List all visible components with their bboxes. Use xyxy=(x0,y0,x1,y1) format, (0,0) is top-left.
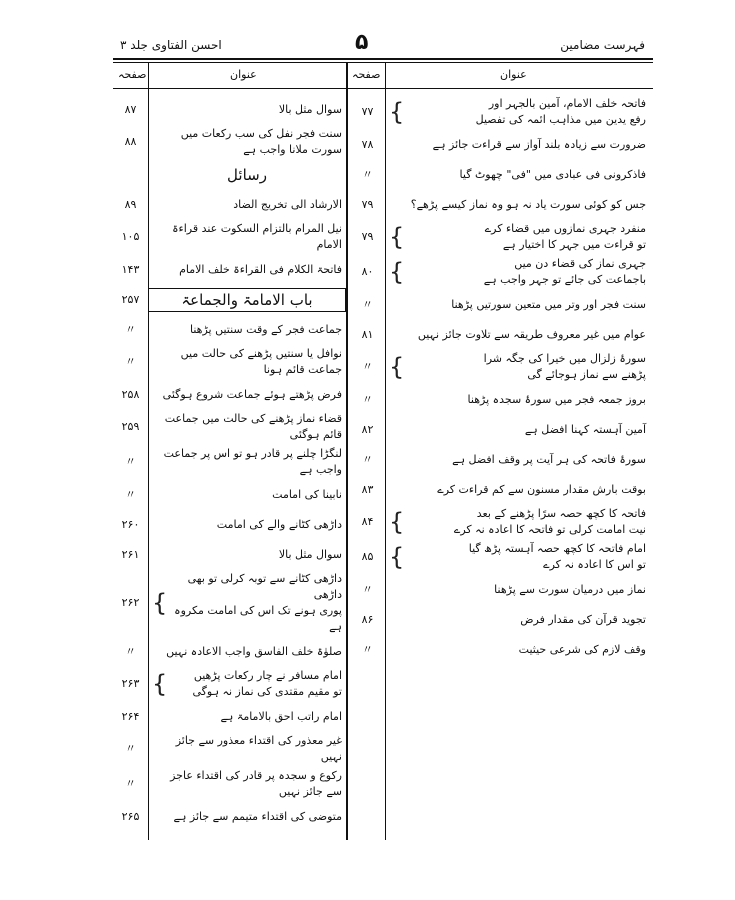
entry-lines xyxy=(389,327,646,343)
entry-line: سنت فجر نفل کی سب رکعات میں سورت ملانا واجب ہے xyxy=(180,127,342,156)
entry-lines xyxy=(404,351,646,383)
page-ref: 〃 xyxy=(362,642,373,656)
entry-line: نابینا کی امامت xyxy=(272,487,342,501)
entry-lines xyxy=(152,411,342,443)
toc-entry xyxy=(113,768,346,800)
toc-entry xyxy=(113,316,346,343)
entry-topic xyxy=(385,351,650,383)
divider-center xyxy=(346,63,348,840)
entry-line: تو قراءت میں جہر کا اختیار ہے xyxy=(502,238,646,251)
entry-topic xyxy=(148,517,346,533)
entry-lines xyxy=(152,221,342,253)
page-ref: 〃 xyxy=(362,297,373,311)
entry-topic xyxy=(148,644,346,660)
entry-line: سورۂ زلزال میں خیرا کی جگہ شرا xyxy=(483,352,646,365)
running-title-left: احسن الفتاوی جلد ۳ xyxy=(120,38,222,52)
entry-lines xyxy=(152,387,342,403)
brace-icon: } xyxy=(389,98,405,126)
entry-line: وقف لازم کی شرعی حیثیت xyxy=(518,642,646,656)
page-ref: 〃 xyxy=(125,777,136,790)
toc-entry xyxy=(350,351,650,383)
toc-entry xyxy=(350,221,650,253)
entry-lines xyxy=(152,644,342,660)
entry-lines xyxy=(389,422,646,438)
toc-entry xyxy=(113,411,346,443)
page-ref: 〃 xyxy=(362,392,373,406)
left-topic-header: عنوان xyxy=(230,68,257,81)
entry-line: باجماعت کی جائے تو جہر واجب ہے xyxy=(483,273,646,286)
entry-line: ضرورت سے زیادہ بلند آواز سے قراءت جائز ہے xyxy=(432,137,646,151)
top-rule xyxy=(113,58,653,60)
entry-lines xyxy=(389,612,646,628)
toc-entry xyxy=(113,668,346,700)
entry-line: بروز جمعہ فجر میں سورۂ سجدہ پڑھنا xyxy=(467,392,646,406)
entry-line: نیت امامت کرلی تو فاتحہ کا اعادہ نہ کرے xyxy=(453,523,646,536)
entry-line: نیل المرام بالتزام السکوت عند قراءۃ الامام xyxy=(172,222,342,251)
entry-topic xyxy=(148,809,346,825)
toc-entry xyxy=(113,481,346,508)
entry-lines xyxy=(404,96,646,128)
left-page-header: صفحہ xyxy=(118,68,147,81)
toc-entry xyxy=(350,386,650,413)
page-ref: 〃 xyxy=(125,355,136,368)
toc-entry xyxy=(350,191,650,218)
entry-topic xyxy=(385,582,650,598)
toc-entry xyxy=(350,321,650,348)
entry-lines xyxy=(389,482,646,498)
entry-topic xyxy=(385,482,650,498)
toc-entry xyxy=(350,161,650,188)
page-ref: ۱۰۵ xyxy=(121,230,140,243)
entry-topic xyxy=(385,452,650,468)
entry-line: منفرد جہری نمازوں میں قضاء کرے xyxy=(484,222,646,235)
entry-line: تو اس کا اعادہ نہ کرے xyxy=(543,558,646,571)
entry-line: نماز میں درمیان سورت سے پڑھنا xyxy=(494,582,646,596)
entry-topic xyxy=(385,137,650,153)
toc-entry xyxy=(113,541,346,568)
entry-line: فاتحۃ الکلام فی القراءۃ خلف الامام xyxy=(179,262,342,276)
page-ref: ۲۵۸ xyxy=(121,387,140,401)
entry-line: عوام میں غیر معروف طریقہ سے تلاوت جائز نہیں xyxy=(417,327,646,341)
header-row-rule xyxy=(113,88,653,89)
toc-entry xyxy=(113,221,346,253)
entry-lines xyxy=(153,289,341,311)
entry-lines xyxy=(389,642,646,658)
entry-topic xyxy=(385,297,650,313)
page-ref: 〃 xyxy=(125,742,136,755)
entry-lines xyxy=(389,137,646,153)
entry-lines xyxy=(152,709,342,725)
toc-entry xyxy=(350,541,650,573)
entry-lines xyxy=(152,446,342,478)
entry-line: لنگڑا چلنے پر قادر ہو تو اس پر جماعت واجب ہے xyxy=(163,447,342,476)
entry-line: الارشاد الی تخریج الضاد xyxy=(233,197,342,211)
entry-topic xyxy=(148,668,346,700)
entry-topic xyxy=(148,346,346,378)
toc-entry xyxy=(113,703,346,730)
section-heading xyxy=(148,288,346,312)
page-ref: ۸۴ xyxy=(361,515,374,528)
entry-line: پڑھنے سے نماز ہوجائے گی xyxy=(527,368,646,381)
right-page-header: صفحہ xyxy=(352,68,381,81)
toc-entry xyxy=(113,126,346,158)
page-ref: ۷۹ xyxy=(361,230,374,243)
entry-topic xyxy=(148,387,346,403)
entry-line: فاذکرونی فی عبادی میں "فی" چھوٹ گیا xyxy=(459,167,646,181)
entry-line: آمین آہستہ کہنا افضل ہے xyxy=(524,422,646,436)
entry-lines xyxy=(167,571,342,635)
toc-entry xyxy=(113,803,346,830)
toc-entry xyxy=(113,638,346,665)
brace-icon: } xyxy=(389,258,405,286)
entry-lines xyxy=(167,668,342,700)
toc-entry xyxy=(350,416,650,443)
toc-entry xyxy=(350,506,650,538)
entry-lines xyxy=(152,547,342,563)
toc-entry xyxy=(113,346,346,378)
entry-line: باب الامامۃ والجماعۃ xyxy=(181,290,313,309)
entry-lines xyxy=(152,197,342,213)
page-ref: ۸۷ xyxy=(124,102,137,116)
entry-lines xyxy=(152,126,342,158)
entry-topic xyxy=(148,197,346,213)
entry-line: فرض پڑھتے ہوئے جماعت شروع ہوگئی xyxy=(162,387,342,401)
entry-line: جماعت فجر کے وقت سنتیں پڑھنا xyxy=(190,322,342,336)
entry-topic xyxy=(148,411,346,443)
entry-line: سوال مثل بالا xyxy=(278,102,342,116)
page-ref: 〃 xyxy=(125,455,136,468)
page-ref: ۲۶۳ xyxy=(121,677,140,690)
page-ref: ۸۵ xyxy=(361,550,374,563)
entry-line: جہری نماز کی قضاء دن میں xyxy=(514,257,646,270)
page-ref: ۲۶۰ xyxy=(121,517,140,531)
toc-entry xyxy=(350,256,650,288)
toc-entry xyxy=(113,571,346,635)
entry-line: سوال مثل بالا xyxy=(278,547,342,561)
page-ref: 〃 xyxy=(362,452,373,466)
entry-lines xyxy=(389,167,646,183)
page-ref: ۷۸ xyxy=(361,137,374,151)
entry-line: نوافل یا سنتیں پڑھنے کی حالت میں جماعت قائم ہونا xyxy=(180,347,342,376)
entry-topic xyxy=(148,547,346,563)
entry-lines xyxy=(389,197,646,213)
entry-topic xyxy=(385,167,650,183)
toc-entry xyxy=(350,291,650,318)
page-number: ۵ xyxy=(355,30,369,55)
entry-lines xyxy=(389,582,646,598)
page-ref: ۲۵۹ xyxy=(121,420,140,433)
brace-icon: } xyxy=(152,670,168,698)
entry-topic xyxy=(148,102,346,118)
entry-topic xyxy=(148,221,346,253)
page-ref: ۲۶۵ xyxy=(121,809,140,823)
entry-line: سورۂ فاتحہ کی ہر آیت پر وقف افضل ہے xyxy=(452,452,646,466)
entry-lines xyxy=(389,392,646,408)
page-ref: ۸۲ xyxy=(361,422,374,436)
page-ref: ۸۹ xyxy=(124,197,137,211)
entry-lines xyxy=(404,256,646,288)
page-ref: ۲۶۲ xyxy=(121,596,140,609)
page-ref: 〃 xyxy=(362,582,373,596)
entry-line: امام راتب احق بالامامۃ ہے xyxy=(220,709,342,723)
entry-line: امام مسافر نے چار رکعات پڑھیں xyxy=(193,669,342,682)
page-ref: 〃 xyxy=(125,322,136,336)
page-ref: 〃 xyxy=(362,360,373,373)
entry-topic xyxy=(385,221,650,253)
entry-lines xyxy=(389,297,646,313)
entry-line: سنت فجر اور وتر میں متعین سورتیں پڑھنا xyxy=(451,297,646,311)
section-heading-row xyxy=(113,286,346,313)
entry-lines xyxy=(404,541,646,573)
page-ref: ۸۰ xyxy=(361,265,374,278)
brace-icon: } xyxy=(389,223,405,251)
entry-lines xyxy=(152,102,342,118)
top-rule-thin xyxy=(113,62,653,63)
entry-topic xyxy=(385,612,650,628)
entry-lines xyxy=(404,506,646,538)
page-ref: ۲۶۴ xyxy=(121,709,140,723)
entry-line: رفع یدین میں مذاہب ائمہ کی تفصیل xyxy=(475,113,646,126)
entry-topic xyxy=(385,392,650,408)
entry-line: رکوع و سجدہ پر قادر کی اقتداء عاجز سے جائز نہیں xyxy=(170,769,342,798)
entry-lines xyxy=(152,809,342,825)
entry-line: متوضی کی اقتداء متیمم سے جائز ہے xyxy=(173,809,342,823)
page-ref: ۸۸ xyxy=(124,135,137,148)
entry-topic xyxy=(385,256,650,288)
toc-entry xyxy=(350,606,650,633)
toc-entry xyxy=(113,381,346,408)
entry-lines xyxy=(152,517,342,533)
toc-entry xyxy=(350,636,650,663)
entry-line: غیر معذور کی اقتداء معذور سے جائز نہیں xyxy=(175,734,342,763)
entry-line: تجوید قرآن کی مقدار فرض xyxy=(520,612,646,626)
section-heading-row xyxy=(113,161,346,188)
entry-line: فاتحہ خلف الامام، آمین بالجہر اور xyxy=(488,97,646,110)
entry-topic xyxy=(385,197,650,213)
entry-topic xyxy=(385,506,650,538)
entry-topic xyxy=(148,487,346,503)
entry-lines xyxy=(152,768,342,800)
entry-lines xyxy=(389,452,646,468)
toc-entry xyxy=(113,191,346,218)
toc-entry xyxy=(350,446,650,473)
entry-topic xyxy=(148,322,346,338)
toc-entry xyxy=(350,96,650,128)
page-ref: 〃 xyxy=(362,167,373,181)
entry-line: تو مقیم مقتدی کی نماز نہ ہوگی xyxy=(192,685,342,698)
brace-icon: } xyxy=(389,508,405,536)
page-ref: ۲۶۱ xyxy=(121,547,140,561)
right-topic-header: عنوان xyxy=(500,68,527,81)
entry-topic xyxy=(385,96,650,128)
toc-entry xyxy=(350,476,650,503)
toc-entry xyxy=(350,576,650,603)
brace-icon: } xyxy=(389,543,405,571)
brace-icon: } xyxy=(152,589,168,617)
entry-topic xyxy=(148,709,346,725)
entry-line: فاتحہ کا کچھ حصہ سرًا پڑھنے کے بعد xyxy=(476,507,646,520)
entry-lines xyxy=(152,487,342,503)
page-ref: ۸۱ xyxy=(361,327,374,341)
entry-line: داڑھی کٹانے والے کی امامت xyxy=(216,517,342,531)
brace-icon: } xyxy=(389,353,405,381)
entry-topic xyxy=(385,642,650,658)
entry-line: صلوٰۃ خلف الفاسق واجب الاعادہ نہیں xyxy=(166,644,342,658)
running-title-right: فہرست مضامین xyxy=(560,38,645,52)
right-toc-column xyxy=(350,96,650,666)
entry-line: پوری ہونے تک اس کی امامت مکروہ ہے xyxy=(174,604,342,633)
page-ref: ۲۵۷ xyxy=(121,292,140,306)
entry-topic xyxy=(148,733,346,765)
entry-topic xyxy=(148,126,346,158)
entry-line: داڑھی کٹانے سے توبہ کرلی تو بھی داڑھی xyxy=(187,572,342,601)
page-ref: ۸۳ xyxy=(361,482,374,496)
page-ref: 〃 xyxy=(125,644,136,658)
page-ref: ۷۹ xyxy=(361,197,374,211)
entry-lines xyxy=(152,164,342,186)
left-toc-column xyxy=(113,96,346,833)
entry-lines xyxy=(152,346,342,378)
entry-topic xyxy=(148,768,346,800)
toc-entry xyxy=(113,733,346,765)
page-ref: ۷۷ xyxy=(361,105,374,118)
entry-line: قضاء نماز پڑھنے کی حالت میں جماعت قائم ہوگئی xyxy=(164,412,342,441)
entry-line: جس کو کوئی سورت یاد نہ ہو وہ نماز کیسے پڑھے؟ xyxy=(410,197,646,211)
entry-lines xyxy=(404,221,646,253)
page-ref: ۸۶ xyxy=(361,612,374,626)
entry-lines xyxy=(152,322,342,338)
toc-entry xyxy=(350,131,650,158)
entry-line: بوقت بارش مقدار مسنون سے کم قراءت کرے xyxy=(437,482,646,496)
page-ref: ۱۴۳ xyxy=(121,262,140,276)
entry-topic xyxy=(148,571,346,635)
entry-lines xyxy=(152,733,342,765)
toc-entry xyxy=(113,256,346,283)
entry-topic xyxy=(385,541,650,573)
toc-entry xyxy=(113,511,346,538)
entry-topic xyxy=(385,422,650,438)
entry-line: رسائل xyxy=(227,165,267,184)
page-ref: 〃 xyxy=(125,487,136,501)
toc-entry xyxy=(113,96,346,123)
entry-topic xyxy=(148,262,346,278)
entry-line: امام فاتحہ کا کچھ حصہ آہستہ پڑھ گیا xyxy=(468,542,646,555)
entry-topic xyxy=(148,446,346,478)
section-heading xyxy=(148,164,346,186)
entry-lines xyxy=(152,262,342,278)
toc-entry xyxy=(113,446,346,478)
entry-topic xyxy=(385,327,650,343)
